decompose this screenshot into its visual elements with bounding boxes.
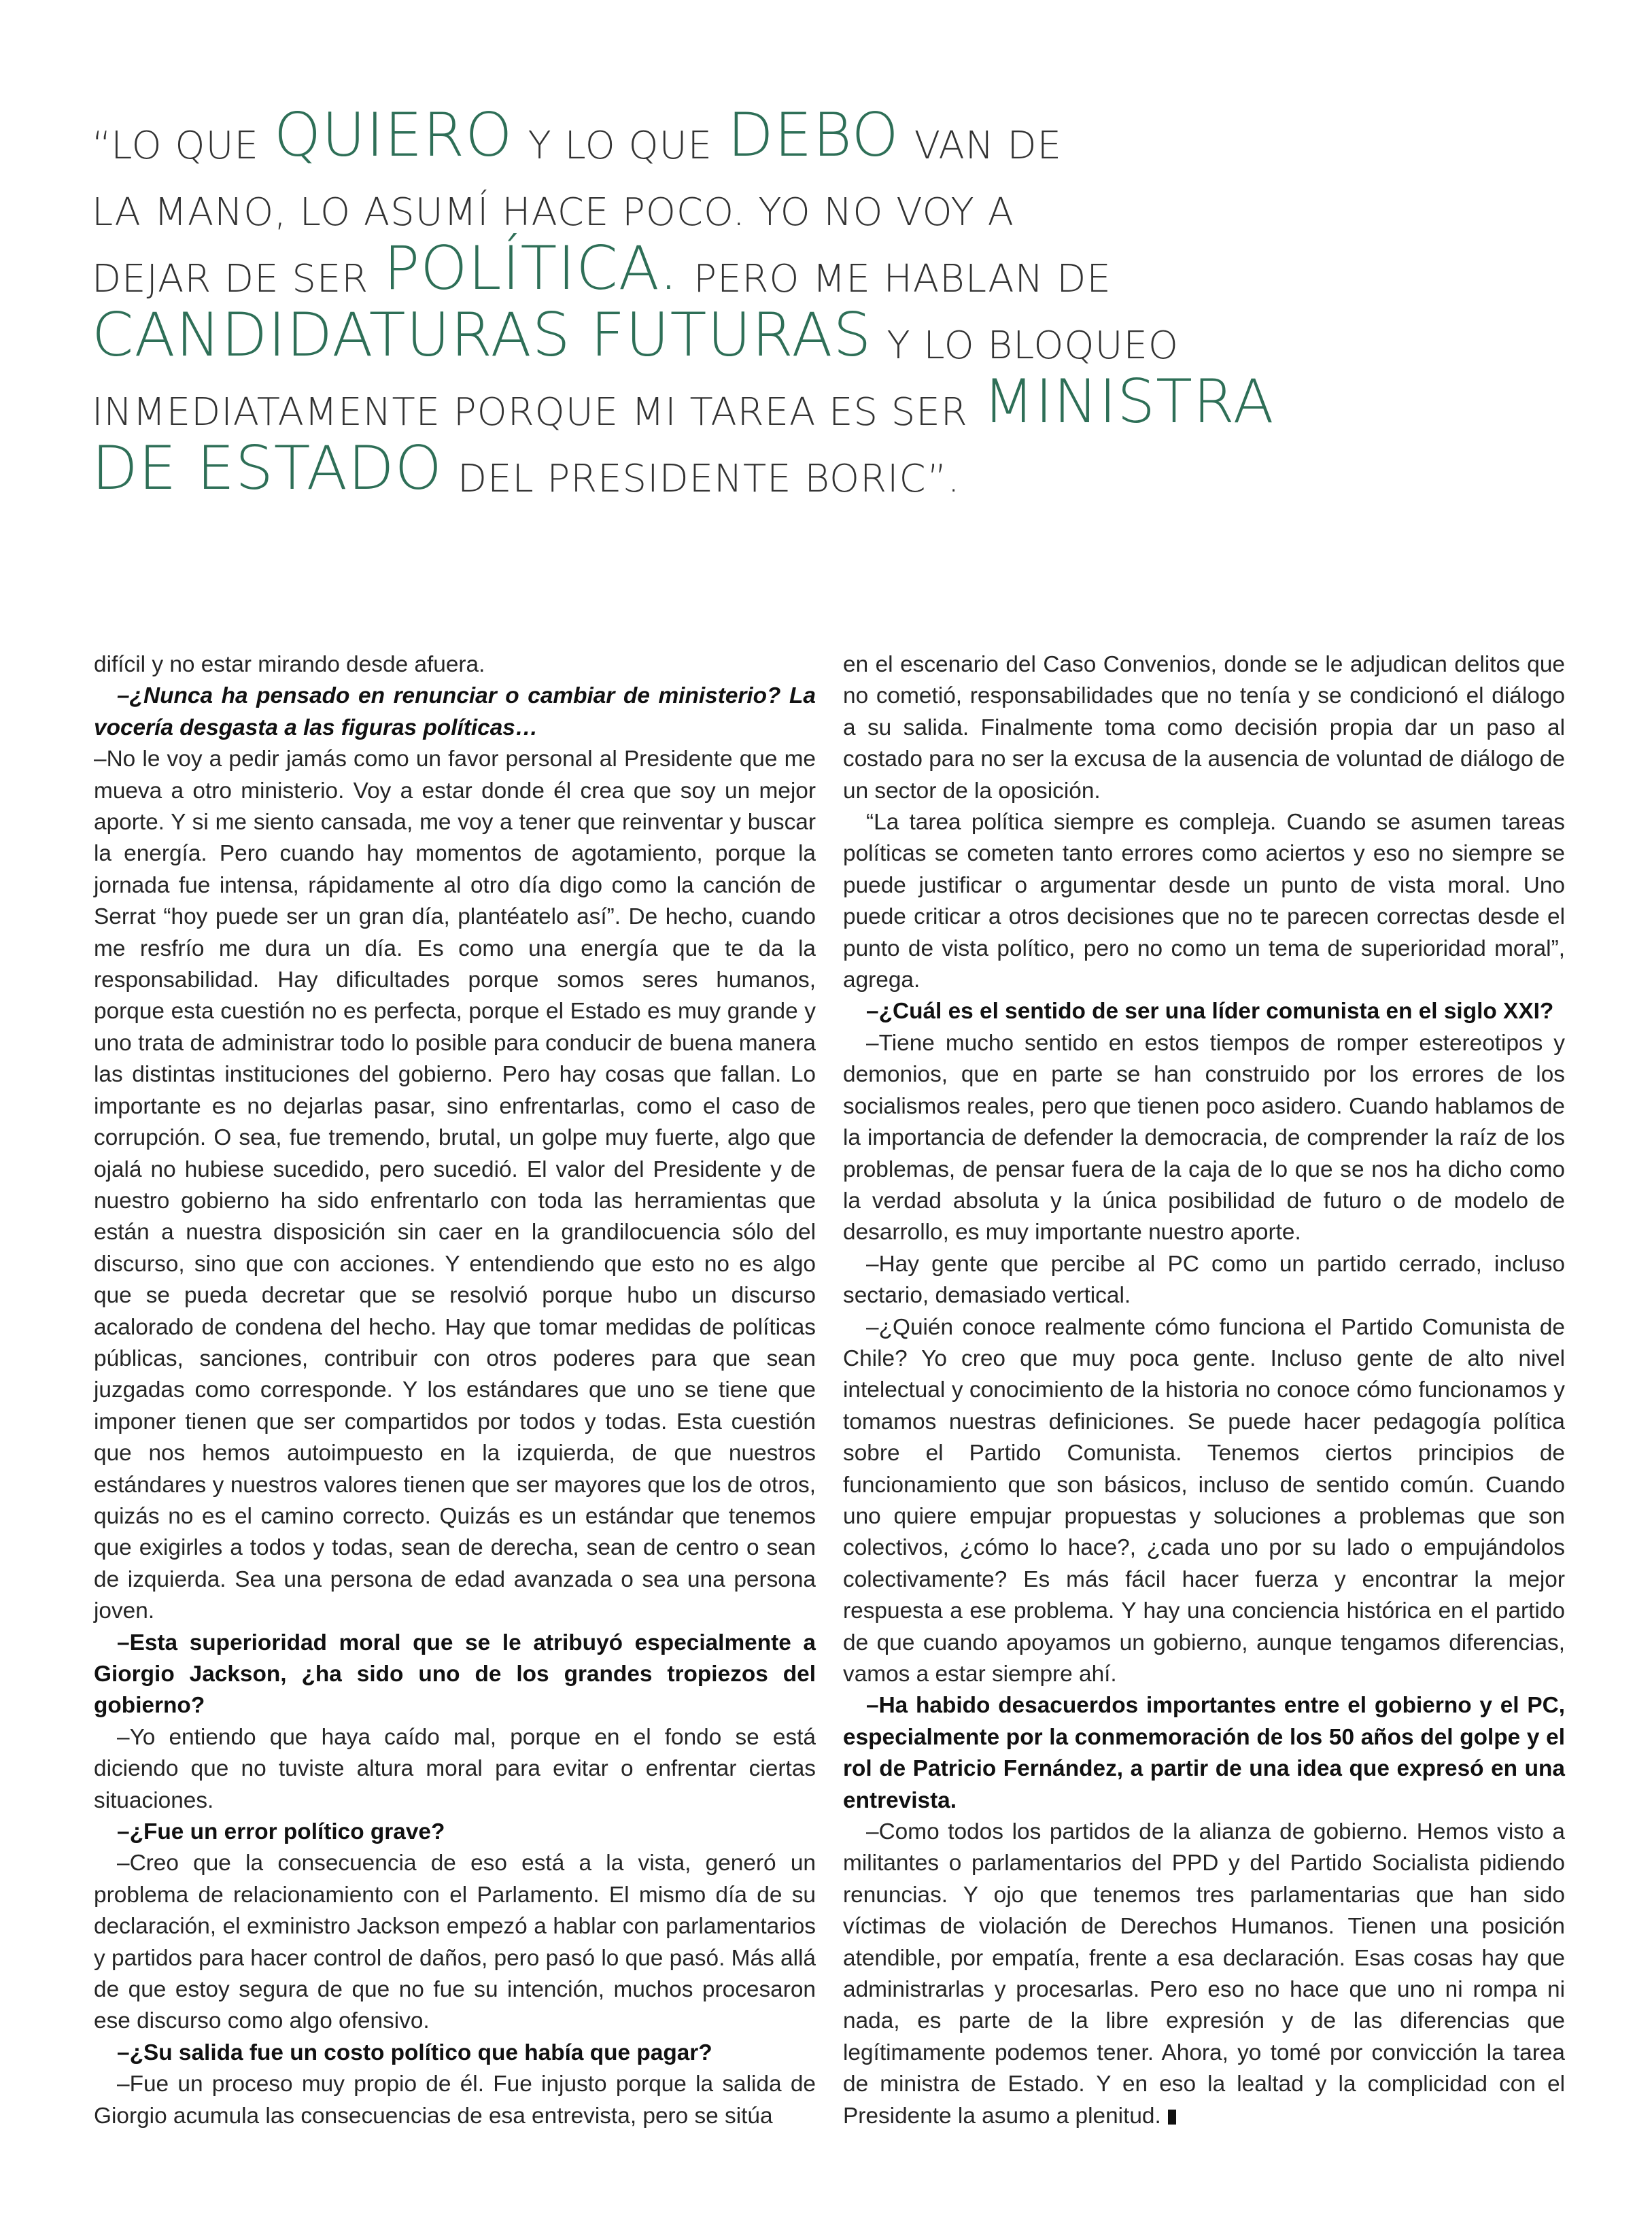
article-paragraph: –Fue un proceso muy propio de él. Fue injusto porque la salida de Giorgio acumula las consecuencias de esa entrevista, pero se sitúa xyxy=(94,2072,816,2129)
interview-question: –Esta superioridad moral que se le atribuyó especialmente a Giorgio Jackson, ¿ha sido uno de los grandes tropiezos del gobierno? xyxy=(94,1630,816,1719)
pull-quote-line xyxy=(92,99,1315,170)
article-column-right xyxy=(843,649,1565,2132)
pull-quote-line xyxy=(92,298,1315,370)
pull-quote-highlight: MINISTRA xyxy=(982,366,1275,436)
pull-quote-text: DEJAR DE SER xyxy=(92,257,369,301)
article-paragraph: en el escenario del Caso Convenios, donde se le adjudican delitos que no cometió, responsabilidades que no tenía y se condicionó el diálogo a su salida. Finalmente toma como decisión propia dar un paso al costado para no ser la excusa de la ausencia de voluntad de diálogo de un sector de la oposición. xyxy=(843,652,1565,804)
interview-question: –¿Nunca ha pensado en renunciar o cambiar de ministerio? La vocería desgasta a las figuras políticas… xyxy=(94,683,816,740)
pull-quote-highlight: DEBO xyxy=(727,100,899,170)
article-paragraph: –Como todos los partidos de la alianza de gobierno. Hemos visto a militantes o parlamentarios del PPD y del Partido Socialista pidiendo renuncias. Y ojo que tenemos tres parlamentarias que han sido víctimas de violación de Derechos Humanos. Tienen una posición atendible, por empatía, frente a esa declaración. Esas cosas hay que administrarlas y procesarlas. Pero eso no hace que uno ni rompa ni nada, es parte de la libre expresión y de las diferencias que legítimamente podemos tener. Ahora, yo tomé por convicción la tarea de ministra de Estado. Y en eso la lealtad y la complicidad con el Presidente la asumo a plenitud. xyxy=(843,1819,1565,2129)
pull-quote-text: INMEDIATAMENTE PORQUE MI TAREA ES SER xyxy=(92,390,968,434)
article-paragraph: difícil y no estar mirando desde afuera. xyxy=(94,652,485,677)
article-paragraph: –Hay gente que percibe al PC como un partido cerrado, incluso sectario, demasiado vertical. xyxy=(843,1251,1565,1309)
article-paragraph: –Yo entiendo que haya caído mal, porque en el fondo se está diciendo que no tuviste altura moral para evitar o enfrentar ciertas situaciones. xyxy=(94,1724,816,1813)
end-of-article-mark xyxy=(1168,2110,1176,2125)
pull-quote-highlight: CANDIDATURAS FUTURAS xyxy=(92,300,872,370)
interview-question: –¿Su salida fue un costo político que había que pagar? xyxy=(117,2040,712,2065)
pull-quote-highlight: DE ESTADO xyxy=(92,433,443,503)
pull-quote-highlight: QUIERO xyxy=(273,100,513,170)
pull-quote-text: LA MANO, LO ASUMÍ HACE POCO. YO NO VOY A xyxy=(92,190,1014,235)
pull-quote-text: Y LO BLOQUEO xyxy=(887,324,1179,368)
article-paragraph: –Creo que la consecuencia de eso está a la vista, generó un problema de relacionamiento con el Parlamento. El mismo día de su declaración, el exministro Jackson empezó a hablar con parlamentarios y partidos para hacer control de daños, pero pasó lo que pasó. Más allá de que estoy segura de que no fue su intención, muchos procesaron ese discurso como algo ofensivo. xyxy=(94,1851,816,2034)
pull-quote xyxy=(92,99,1315,503)
pull-quote-text: PERO ME HABLAN DE xyxy=(693,257,1112,301)
article-paragraph: –No le voy a pedir jamás como un favor personal al Presidente que me mueva a otro ministerio. Voy a estar donde él crea que soy un mejor aporte. Y si me siento cansada, me voy a tener que reinventar y buscar la energía. Pero cuando hay momentos de agotamiento, porque la jornada fue intensa, rápidamente al otro día digo como la canción de Serrat “hoy puede ser un gran día, plantéatelo así”. De hecho, cuando me resfrío me dura un día. Es como una energía que te da la responsabilidad. Hay dificultades porque somos seres humanos, porque esta cuestión no es perfecta, porque el Estado es muy grande y uno trata de administrar todo lo posible para conducir de buena manera las distintas instituciones del gobierno. Pero hay cosas que fallan. Lo importante es no dejarlas pasar, sino enfrentarlas, como el caso de corrupción. O sea, fue tremendo, brutal, un golpe muy fuerte, algo que ojalá no hubiese sucedido, pero sucedió. El valor del Presidente y de nuestro gobierno ha sido enfrentarlo con toda las herramientas que están a nuestra disposición sin caer en la grandilocuencia sólo del discurso, sino que con acciones. Y entendiendo que esto no es algo que se pueda decretar que se resolvió porque hubo un discurso acalorado de condena del hecho. Hay que tomar medidas de políticas públicas, sanciones, contribuir con otros poderes para que sean juzgadas como corresponde. Y los estándares que uno se tiene que imponer tienen que ser compartidos por todos y todas. Esta cuestión que nos hemos autoimpuesto en la izquierda, de que nuestros estándares y nuestros valores tienen que ser mayores que los de otros, quizás no es el camino correcto. Quizás es un estándar que tenemos que exigirles a todos y todas, sean de derecha, sean de centro o sean de izquierda. Sea una persona de edad avanzada o sea una persona joven. xyxy=(94,746,816,1624)
article-paragraph: “La tarea política siempre es compleja. Cuando se asumen tareas políticas se cometen tanto errores como aciertos y eso no siempre se puede justificar o argumentar desde un punto de vista moral. Uno puede criticar a otros decisiones que no te parecen correctas desde el punto de vista político, pero no como un tema de superioridad moral”, agrega. xyxy=(843,810,1565,993)
article-paragraph: –¿Quién conoce realmente cómo funciona el Partido Comunista de Chile? Yo creo que muy poca gente. Incluso gente de alto nivel intelectual y conocimiento de la historia no conoce cómo funcionamos y tomamos nuestras definiciones. Se puede hacer pedagogía política sobre el Partido Comunista. Tenemos ciertos principios de funcionamiento que son básicos, incluso de sentido común. Cuando uno quiere empujar propuestas y soluciones a problemas que son colectivos, ¿cómo lo hace?, ¿cada uno por su lado o empujándolos colectivamente? Es más fácil hacer fuerza y encontrar la mejor respuesta a ese problema. Y hay una conciencia histórica en el partido de que cuando apoyamos un gobierno, aunque tengamos diferencias, vamos a estar siempre ahí. xyxy=(843,1314,1565,1687)
article-paragraph: –Tiene mucho sentido en estos tiempos de romper estereotipos y demonios, que en parte se han construido por los errores de los socialismos reales, pero que tienen poco asidero. Cuando hablamos de la importancia de defender la democracia, de comprender la raíz de los problemas, de pensar fuera de la caja de lo que se nos ha dicho como la verdad absoluta y la única posibilidad de futuro o de modelo de desarrollo, es muy importante nuestro aporte. xyxy=(843,1030,1565,1245)
pull-quote-highlight: POLÍTICA. xyxy=(383,233,679,303)
pull-quote-line xyxy=(92,365,1315,436)
interview-question: –¿Cuál es el sentido de ser una líder comunista en el siglo XXI? xyxy=(866,999,1554,1025)
pull-quote-line xyxy=(92,165,1315,235)
interview-question: –¿Fue un error político grave? xyxy=(117,1819,445,1845)
article-column-left xyxy=(94,649,816,2132)
pull-quote-text: Y LO QUE xyxy=(528,124,713,168)
pull-quote-line xyxy=(92,432,1315,503)
pull-quote-line xyxy=(92,232,1315,303)
pull-quote-text: DEL PRESIDENTE BORIC”. xyxy=(457,457,961,501)
pull-quote-text: VAN DE xyxy=(914,124,1062,168)
interview-question: –Ha habido desacuerdos importantes entre el gobierno y el PC, especialmente por la conmemoración de los 50 años del golpe y el rol de Patricio Fernández, a partir de una idea que expresó en una entrevista. xyxy=(843,1693,1565,1813)
pull-quote-text: “LO QUE xyxy=(92,124,259,168)
